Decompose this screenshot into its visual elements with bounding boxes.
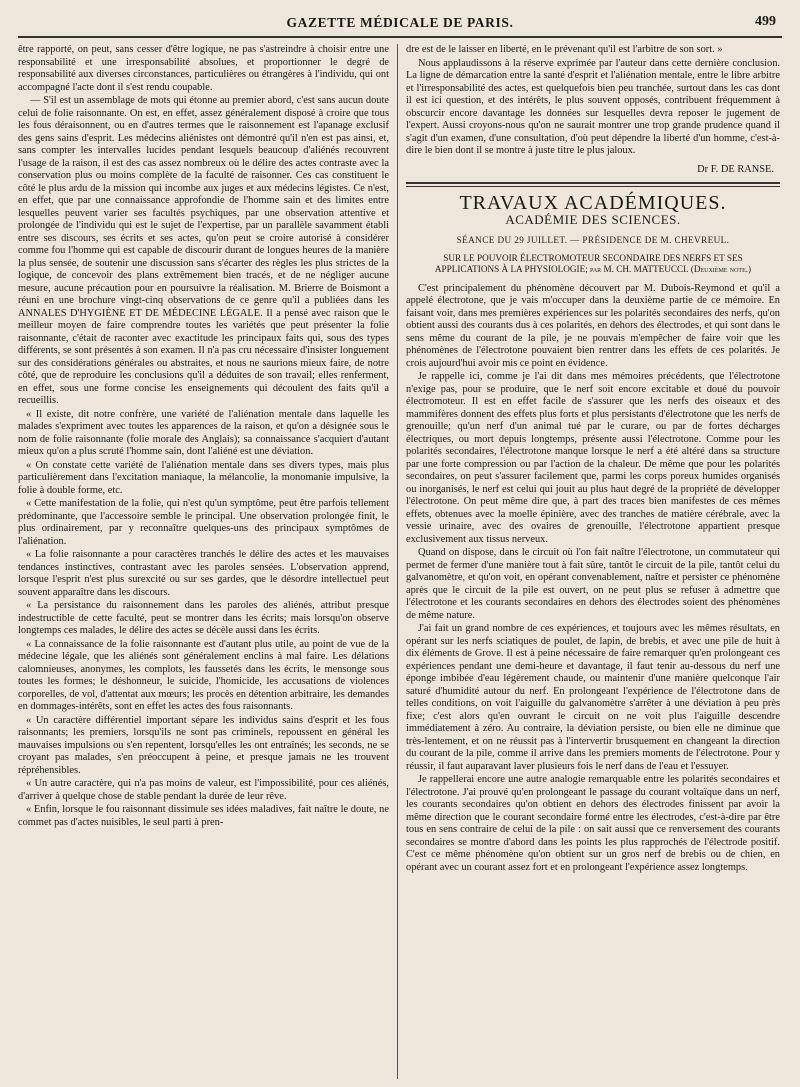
paragraph: « La persistance du raisonnement dans les paroles des aliénés, attribut presque indestructible de cette faculté, peut se montrer dans les écrits; mais lorsqu'on observe longtemps ces malades, le délire des actes se décèle aussi dans les écrits. — [18, 600, 389, 636]
paragraph: « Il existe, dit notre confrère, une variété de l'aliénation mentale dans laquelle les malades s'expriment avec toutes les apparences de la raison, et qu'on a désignée sous le nom de folie raisonnante (folie morale des Anglais); sa connaissance s'acquiert d'autant mieux qu'on a plus scruté l'homme sain, dont l'aliéné est une déviation. — [18, 408, 389, 457]
paragraph: C'est principalement du phénomène découvert par M. Dubois-Reymond et qu'il a appelé électrotone, que je vais m'occuper dans la deuxième partie de ce mémoire. En faisant voir, dans mes premières expériences sur les polarités secondaires des nerfs, qu'on obtient aussi des courants dus à ces polarités, en dehors des électrodes, et qui sont dans le sens même du courant de la pile, je ne pouvais m'empêcher de faire voir que les phénomènes de l'électrotone pouvaient bien rentrer dans les effets de ces polarités. Je crois aujourd'hui avoir mis ce point en évidence. — [406, 282, 780, 369]
author-signature: Dr F. DE RANSE. — [697, 163, 774, 175]
paragraph: « Un caractère différentiel important sépare les individus sains d'esprit et les fous raisonnants; les premiers, lorsqu'ils ne sont pas criminels, repoussent en général les mauvaises impulsions ou s'en repentent, lorsqu'elles les ont entraînés; les seconds, ne se croyant pas malades, s'en préoccupent à peine, et presque jamais ne les trouvent répréhensibles. — [18, 714, 389, 776]
section-rule — [406, 182, 780, 184]
article-title: SUR LE POUVOIR ÉLECTROMOTEUR SECONDAIRE DES NERFS ET SES APPLICATIONS À LA PHYSIOLOGIE; par M. CH. MATTEUCCI. (Deuxième note.) — [434, 252, 752, 274]
page-header — [18, 12, 782, 34]
paragraph: Je rappellerai encore une autre analogie remarquable entre les polarités secondaires et l'électrotone. J'ai prouvé qu'en prolongeant le passage du courant voltaïque dans un nerf, les courants secondaires qu'on obtient en dehors des électrodes finissent par avoir la même direction que le courant secondaire formé entre les électrodes, c'est-à-dire par être tous en sens contraire de celui de la pile : on sait aussi que ce renversement des courants secondaires se montre d'abord dans les points les plus rapprochés de l'électrode positif. C'est ce même phénomène qu'on obtient sur un gros nerf de brebis ou de chien, en opérant avec un courant assez fort et en prolongeant l'expérience assez longtemps. — [406, 774, 780, 873]
section-title: TRAVAUX ACADÉMIQUES. — [459, 192, 727, 214]
column-divider — [397, 44, 398, 1079]
left-column — [18, 44, 389, 1079]
page-number: 499 — [755, 14, 776, 29]
paragraph: « On constate cette variété de l'aliénation mentale dans ses divers types, mais plus particulièrement dans l'excitation maniaque, la mélancolie, la monomanie impulsive, la folie à double forme, etc. — [18, 459, 389, 496]
paragraph: « Enfin, lorsque le fou raisonnant dissimule ses idées maladives, fait naître le doute, ne commet pas d'actes nuisibles, le seul parti à pren- — [18, 804, 389, 828]
paragraph: « La folie raisonnante a pour caractères tranchés le délire des actes et les mauvaises tendances instinctives, contrastant avec les paroles sensées. L'observation apprend, lorsque l'esprit n'est plus surexcité ou sur ses gardes, que le désordre intellectuel peut souvent apparaître dans les discours. — [18, 549, 389, 598]
paragraph: « Un autre caractère, qui n'a pas moins de valeur, est l'impossibilité, pour ces aliénés, d'arriver à quelque chose de stable pendant la durée de leur rêve. — [18, 778, 389, 802]
header-rule — [18, 36, 782, 38]
paragraph: Quand on dispose, dans le circuit où l'on fait naître l'électrotone, un commutateur qui permet de fermer d'une manière tout à fait sûre, tantôt le circuit de la pile, tantôt celui du galvanomètre, et qu'on voit, en opérant convenablement, naître et persister ce phénomène après que le circuit de la pile est ouvert, on ne peut plus se refuser à admettre que l'électrotone et les courants secondaires en dehors des électrodes soient des phénomènes de même nature. — [406, 547, 780, 621]
paragraph: Je rappelle ici, comme je l'ai dit dans mes mémoires précédents, que l'électrotone n'exige pas, pour se produire, que le nerf soit encore excitable et doué du pouvoir électromoteur. Il est en effet facile de s'assurer que les nerfs des oiseaux et des mammifères donnent des effets plus forts et plus persistants d'électrotone que les nerfs de grenouille; qu'un nerf d'un animal tué par le curare, ou par de fortes décharges électriques, ou mort depuis longtemps, présente aussi l'électrotone. Comme pour les polarités secondaires, l'électrotone manque lorsque le nerf a été altéré dans sa structure par une forte compression ou par l'action de la chaleur. De même que pour les polarités secondaires, on peut s'assurer facilement que, parmi les corps poreux humides organisés ou inorganisés, le nerf est celui qui jouit au plus haut degré de la propriété de développer l'électrotone. On peut même dire que, à part des traces bien manifestes de ces mêmes effets, obtenues avec la moelle épinière, avec des tranches de matière cérébrale, avec la vessie urinaire, avec des ovaires de grenouille, l'électrotone appartient presque exclusivement aux tissus nerveux. — [406, 371, 780, 545]
right-column — [406, 44, 780, 1079]
paragraph: J'ai fait un grand nombre de ces expériences, et toujours avec les mêmes résultats, en opérant sur les nerfs sciatiques de poulet, de lapin, de brebis, et avec une pile de huit à dix éléments de Grove. Il est à peine nécessaire de faire remarquer qu'en prolongeant ces expériences pendant une demi-heure et davantage, il faut tenir au-dessous du nerf une éponge imbibée d'eau légèrement chaude, ou maintenir d'une manière quelconque l'air saturé d'humidité autour du nerf. En prolongeant l'expérience de l'électrotone dans de telles conditions, on voit l'aiguille du galvanomètre s'arrêter à une déviation à peu près fixe; c'est alors qu'en ouvrant le circuit on ne voit plus l'aiguille descendre immédiatement à zéro. Au contraire, la déviation persiste, ou bien elle ne diminue que très-lentement, et on ne réussit pas à l'intervertir brusquement en changeant la direction du courant de la pile, comme il arrive dans les premiers moments de l'électrotone. Pour y réussir, il faut auparavant laver plusieurs fois le nerf dans de l'eau et l'essuyer. — [406, 623, 780, 772]
seance-line: SÉANCE DU 29 JUILLET. — PRÉSIDENCE DE M. CHEVREUL. — [456, 235, 730, 245]
paragraph: Nous applaudissons à la réserve exprimée par l'auteur dans cette dernière conclusion. La ligne de démarcation entre la santé d'esprit et l'aliénation mentale, entre le libre arbitre et l'irresponsabilité des actes, est quelquefois bien peu tranchée, surtout dans les cas dont il est ici question, et des intérêts, le plus souvent opposés, contribuent fréquemment à obscurcir encore davantage les données sur lesquelles devra reposer le jugement de l'expert. Aussi croyons-nous qu'on ne saurait montrer une trop grande prudence quand il s'agit d'un examen, d'une consultation, d'où peut dépendre la liberté d'un homme, c'est-à-dire le bien dont il se montre à juste titre le plus jaloux. — [406, 57, 780, 156]
paragraph: être rapporté, on peut, sans cesser d'être logique, ne pas s'astreindre à choisir entre une responsabilité et une irresponsabilité absolues, et proportionner le degré de responsabilité aux diverses circonstances, particulières ou étrangères à l'individu, qui ont accompagné l'acte dont il s'est rendu coupable. — [18, 44, 389, 93]
paragraph: — S'il est un assemblage de mots qui étonne au premier abord, c'est sans aucun doute celui de folie raisonnante. On est, en effet, assez généralement disposé à croire que tous les fous déraisonnent, ou en d'autres termes que le raisonnement est l'apanage exclusif des gens sains d'esprit. Les médecins aliénistes ont démontré qu'il n'en est pas ainsi, et, sans compter les intervalles lucides pendant lesquels beaucoup d'aliénés recouvrent l'usage de la raison, il est des cas assez nombreux où le délire des actes contraste avec la conservation plus ou moins complète de la faculté de raisonner. Ces cas constituent le côté le plus ardu de la mission qui incombe aux juges et aux médecins légistes. Ce n'est, en effet, que par une connaissance approfondie de l'homme sain et des limites entre lesquelles peuvent varier ses facultés psychiques, par une observation attentive et prolongée de l'individu qui est le sujet de l'expertise, par un parallèle savamment établi entre ses discours, ses écrits et ses actes, qu'on peut se croire autorisé à considérer comme fou l'homme qui est capable de discourir durant de longues heures de la manière la plus sensée, de soutenir une discussion sans s'écarter des règles les plus strictes de la logique, de concevoir des plans extrêmement bien tracés, et de ne négliger aucune mesure, aucune précaution pour en poursuivre la réalisation. M. Brierre de Boismont a réuni en une brochure vingt-cinq observations de ce genre qu'il a publiées dans les ANNALES D'HYGIÈNE ET DE MÉDECINE LÉGALE. Il a pensé avec raison que le meilleur moyen de faire comprendre toutes les variétés que peut présenter la folie raisonnante, c'était de raconter avec exactitude les principaux faits qui, sous des types différents, se sont présentés à son examen. Il n'a pas cru nécessaire d'insister longuement sur des considérations générales ou abstraites, et nous ne saurions mieux faire, de notre côté, que de reproduire les conclusions qu'il a déduites de son travail; elles renferment, en effet, sous une forme concise les enseignements qui découlent des faits qu'il a recueillis. — [18, 95, 389, 406]
journal-title: GAZETTE MÉDICALE DE PARIS. — [286, 15, 514, 30]
section-subtitle: ACADÉMIE DES SCIENCES. — [505, 211, 681, 227]
paragraph: « La connaissance de la folie raisonnante est d'autant plus utile, au point de vue de la médecine légale, que les aliénés sont généralement enclins à mal faire. Les délations calomnieuses, anonymes, les complots, les faussetés dans les écrits, le mensonge sous toutes les formes; le déshonneur, le suicide, l'homicide, les accusations de violences corporelles, de vol, d'attentat aux mœurs; les procès en détention arbitraire, les demandes en dommages-intérêts, sont en effet les actes des fous raisonnants. — [18, 638, 389, 712]
paragraph: dre est de le laisser en liberté, en le prévenant qu'il est l'arbitre de son sort. » — [406, 44, 723, 55]
section-rule — [406, 186, 780, 187]
paragraph: « Cette manifestation de la folie, qui n'est qu'un symptôme, peut être parfois tellement prédominante, que l'accessoire semble le principal. Une observation prolongée finit, le plus ordinairement, par y reconnaître quelques-uns des principaux symptômes de l'aliénation. — [18, 498, 389, 547]
